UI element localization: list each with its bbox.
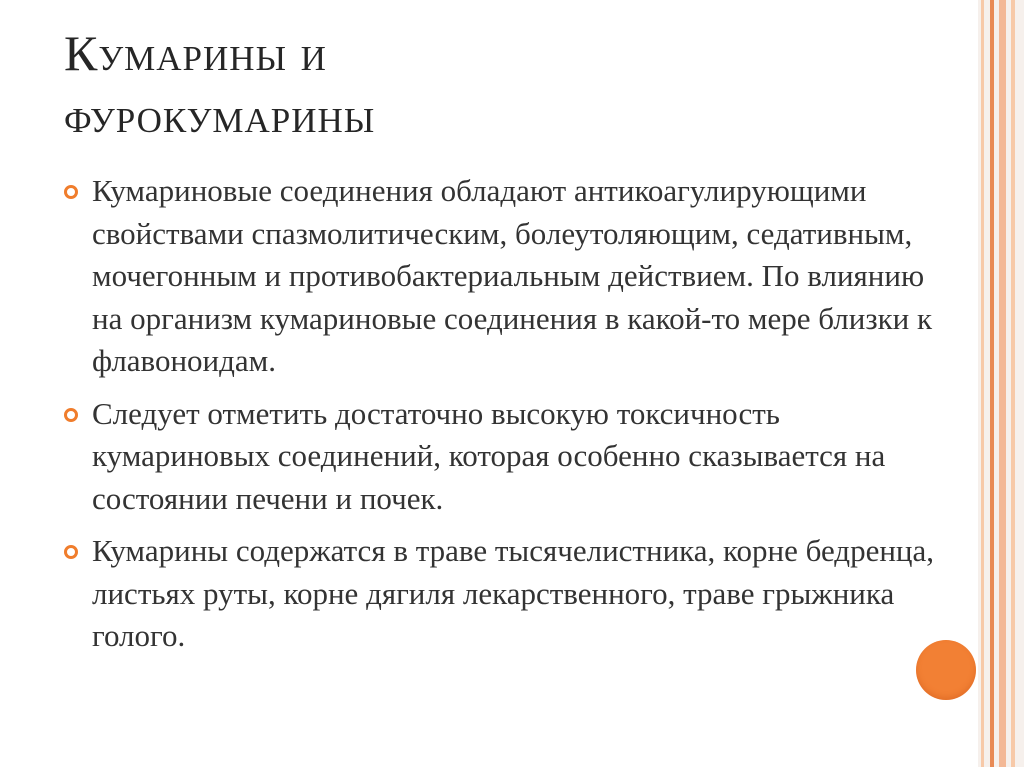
bullet-list: [62, 170, 942, 668]
ring-bullet-icon: [64, 185, 78, 199]
bullet-text: Кумариновые соединения обладают антикоагулирующими свойствами спазмолитическим, болеутоляющим, седативным, мочегонным и противобактериальным действием. По влиянию на организм кумариновые соединения в какой-то мере близки к флавоноидам.: [92, 173, 933, 378]
slide-title: [64, 22, 924, 146]
border-stripe: [999, 0, 1006, 767]
border-stripe: [1011, 0, 1015, 767]
slide-title-line: Кумарины и: [64, 25, 327, 81]
orange-circle-icon: [916, 640, 976, 700]
ring-bullet-icon: [64, 408, 78, 422]
bullet-item: [62, 393, 942, 521]
ring-bullet-icon: [64, 545, 78, 559]
slide-title-line: фурокумарины: [64, 87, 376, 143]
border-stripe: [981, 0, 984, 767]
bullet-item: [62, 170, 942, 383]
bullet-item: [62, 530, 942, 658]
bullet-text: Следует отметить достаточно высокую токсичность кумариновых соединений, которая особенно сказывается на состоянии печени и почек.: [92, 395, 886, 516]
bullet-text: Кумарины содержатся в траве тысячелистника, корне бедренца, листьях руты, корне дягиля лекарственного, траве грыжника голого.: [92, 533, 935, 653]
border-stripe: [990, 0, 994, 767]
